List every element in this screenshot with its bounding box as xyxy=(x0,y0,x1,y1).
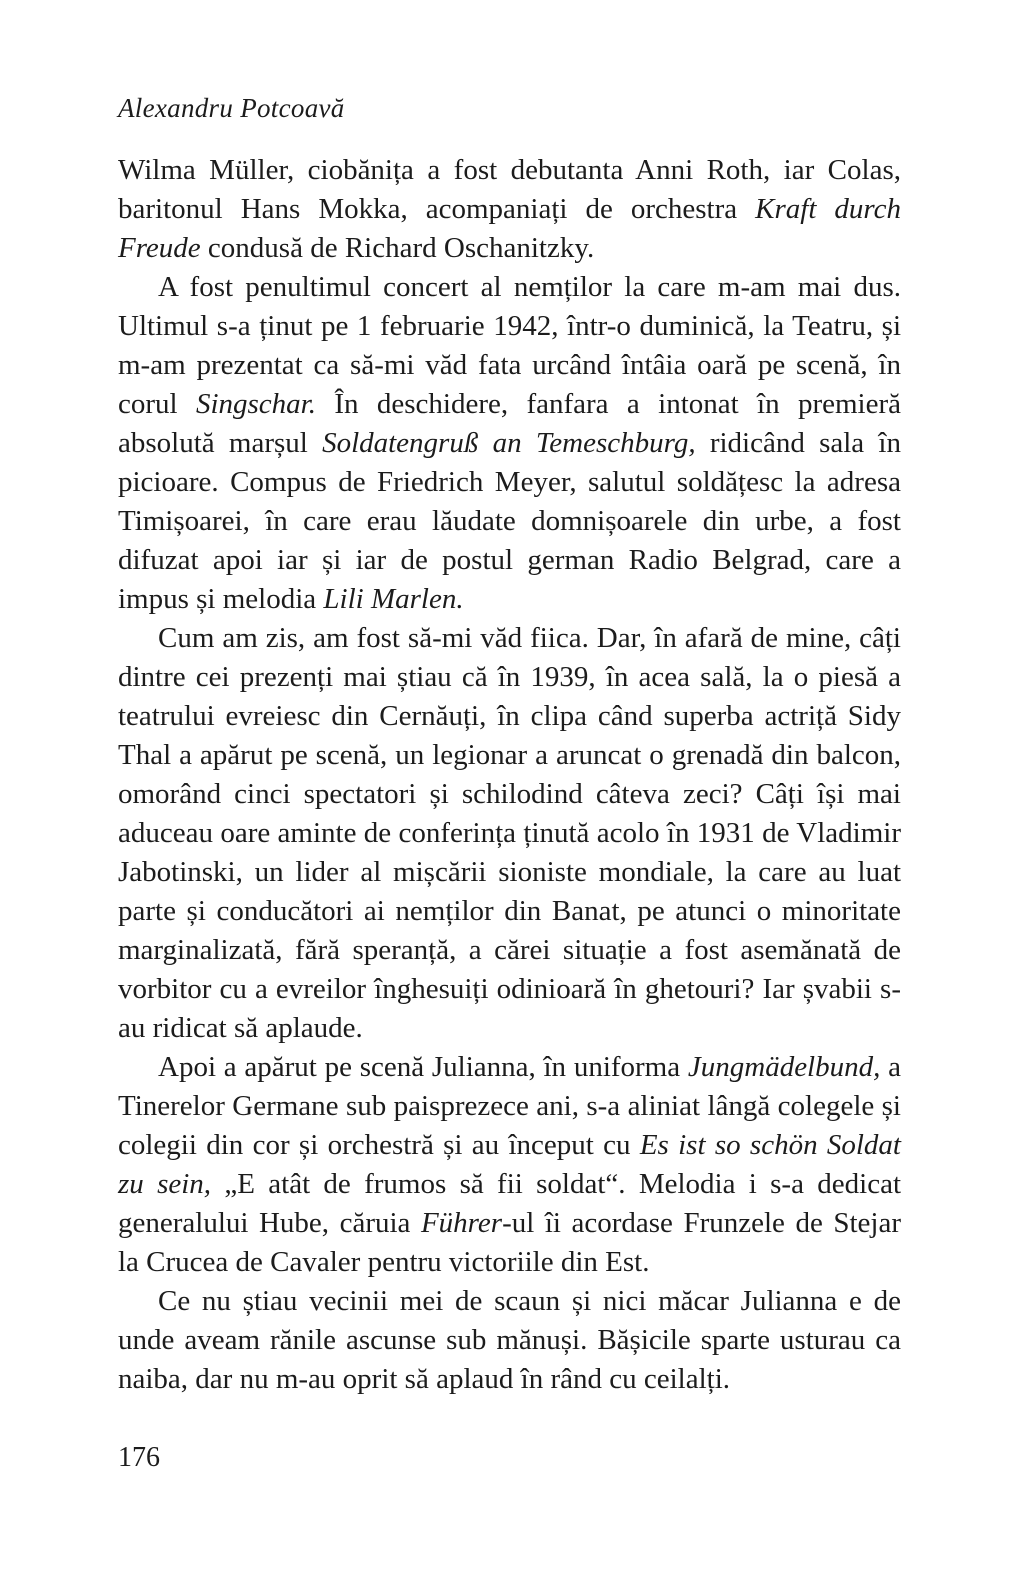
italic-title: Kraft durch Freude xyxy=(118,193,901,264)
text-segment: „E atât de frumos să fii soldat“. Melodia i s-a dedicat generalului Hube, căruia xyxy=(118,1168,901,1239)
text-segment: În deschidere, fanfara a intonat în premieră absolută marșul xyxy=(118,388,901,459)
italic-title: Jungmädelbund, xyxy=(687,1051,881,1083)
paragraph-4 xyxy=(118,1048,901,1282)
italic-title: Es ist so schön Soldat zu sein, xyxy=(118,1129,901,1200)
body-text xyxy=(118,151,901,1399)
page-number: 176 xyxy=(118,1442,160,1473)
text-segment: -ul îi acordase Frunzele de Stejar la Crucea de Cavaler pentru victoriile din Est. xyxy=(118,1207,901,1278)
paragraph-5 xyxy=(118,1282,901,1399)
text-segment: a Tinerelor Germane sub paisprezece ani, s-a aliniat lângă colegele și colegii din cor și orchestră și au început cu xyxy=(118,1051,901,1161)
paragraph-1 xyxy=(118,151,901,268)
italic-title: Lili Marlen. xyxy=(323,583,464,615)
paragraph-2 xyxy=(118,268,901,619)
italic-title: Führer xyxy=(420,1207,503,1239)
text-segment: Cum am zis, am fost să-mi văd fiica. Dar, în afară de mine, câți dintre cei prezenți mai știau că în 1939, în acea sală, la o piesă a teatrului evreiesc din Cernăuți, în clipa când superba actriță Sidy Thal a apărut pe scenă, un legionar a aruncat o grenadă din balcon, omorând cinci spectatori și schilodind câteva zeci? Câți își mai aduceau oare aminte de conferința ținută acolo în 1931 de Vladimir Jabotinski, un lider al mișcării sioniste mondiale, la care au luat parte și conducători ai nemților din Banat, pe atunci o minoritate marginalizată, fără speranță, a cărei situație a fost asemănată de vorbitor cu a evreilor înghesuiți odinioară în ghetouri? Iar șvabii s-au ridicat să aplaude. xyxy=(118,622,901,1044)
text-segment: Apoi a apărut pe scenă Julianna, în uniforma xyxy=(158,1051,688,1083)
text-segment: Wilma Müller, ciobănița a fost debutanta Anni Roth, iar Colas, baritonul Hans Mokka, acompaniați de orchestra xyxy=(118,154,901,225)
italic-title: Soldatengruß an Temeschburg, xyxy=(322,427,696,459)
running-head: Alexandru Potcoavă xyxy=(118,93,345,123)
text-segment: condusă de Richard Oschanitzky. xyxy=(200,232,595,264)
italic-title: Singschar. xyxy=(195,388,316,420)
text-segment: Ce nu știau vecinii mei de scaun și nici măcar Julianna e de unde aveam rănile ascunse sub mănuși. Bășicile sparte usturau ca naiba, dar nu m-au oprit să aplaud în rând cu ceilalți. xyxy=(118,1285,901,1395)
paragraph-3 xyxy=(118,619,901,1048)
book-page xyxy=(118,0,901,1575)
text-segment: A fost penultimul concert al nemților la care m-am mai dus. Ultimul s-a ținut pe 1 februarie 1942, într-o duminică, la Teatru, și m-am prezentat ca să-mi văd fata urcând întâia oară pe scenă, în corul xyxy=(118,271,901,420)
text-segment: ridicând sala în picioare. Compus de Friedrich Meyer, salutul soldățesc la adresa Timișoarei, în care erau lăudate domnișoarele din urbe, a fost difuzat apoi iar și iar de postul german Radio Belgrad, care a impus și melodia xyxy=(118,427,901,615)
